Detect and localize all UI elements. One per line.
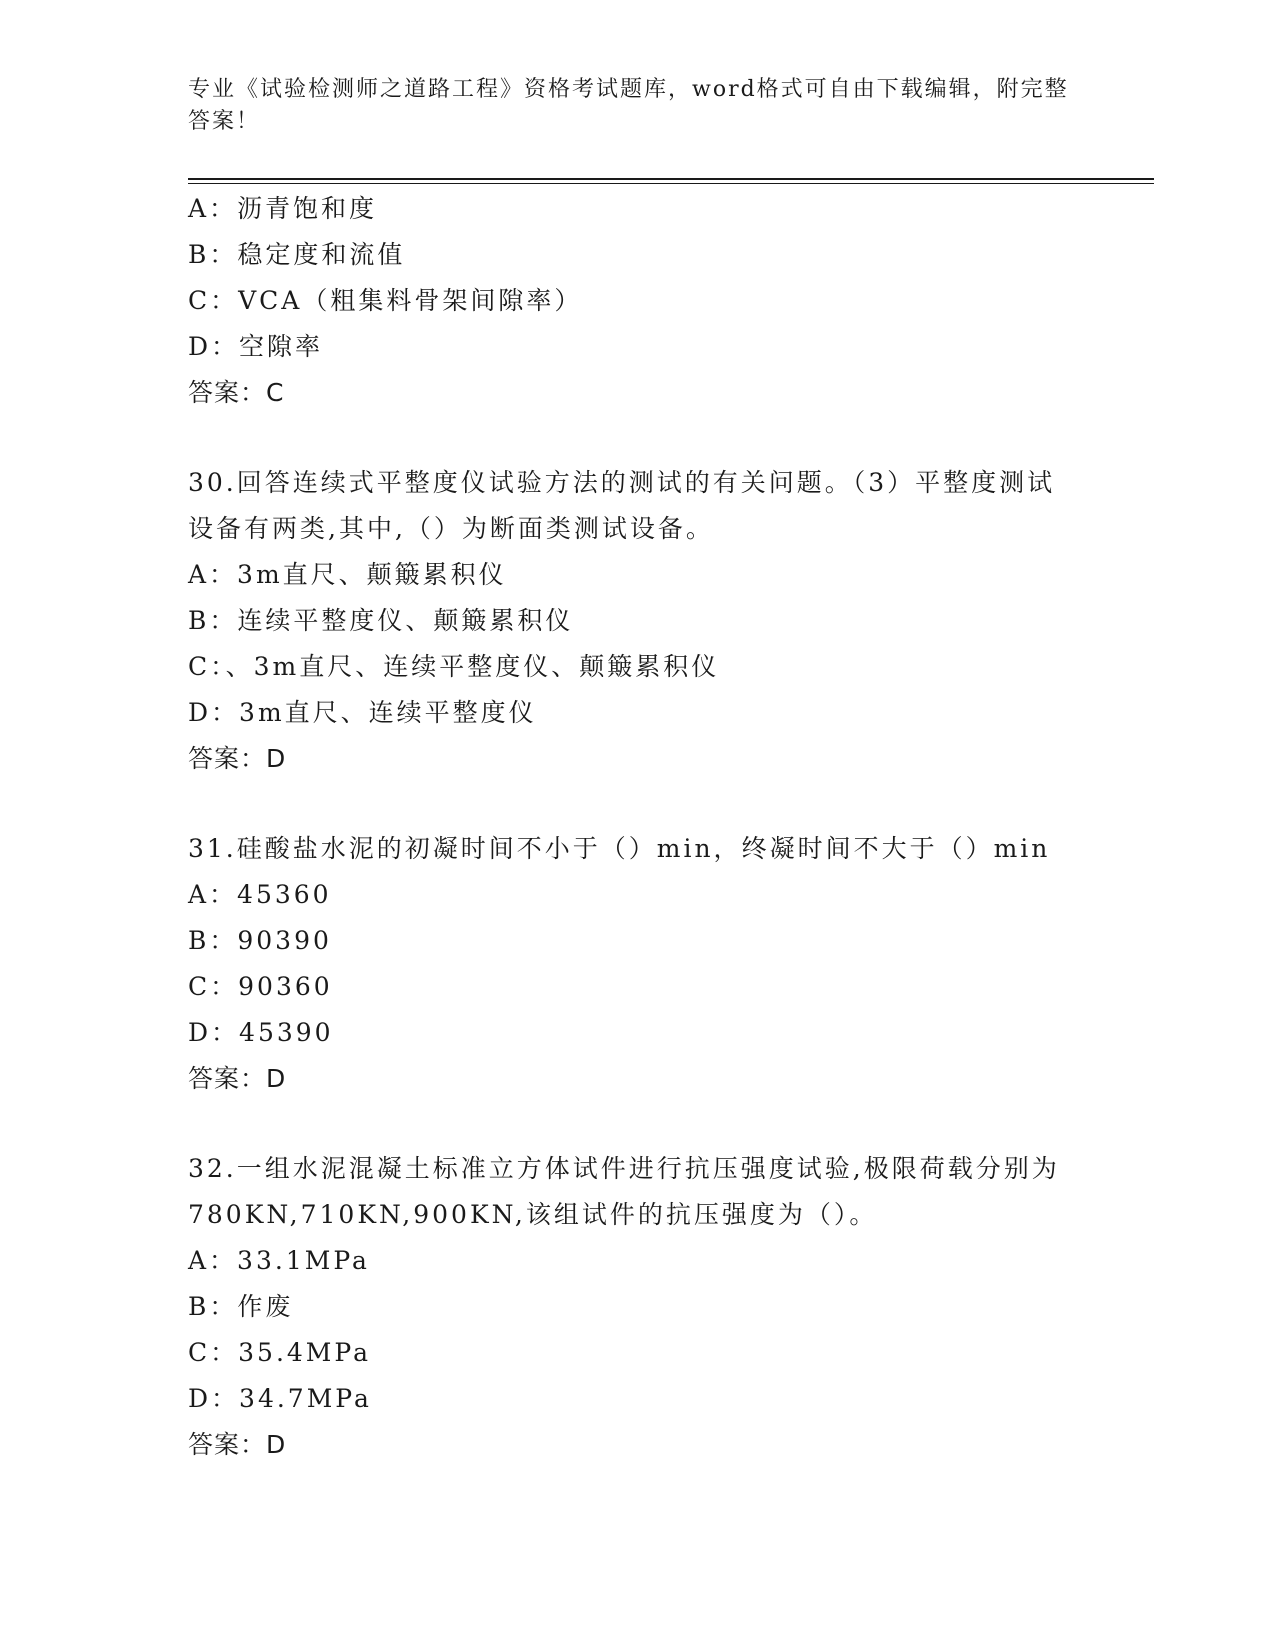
option-b: B：稳定度和流值 [188, 240, 406, 269]
option-d: D：34.7MPa [188, 1384, 372, 1413]
answer-line: 答案：C [188, 378, 285, 407]
question-29-continued [188, 186, 1108, 416]
answer-line: 答案：D [188, 1064, 287, 1093]
page-header: 专业《试验检测师之道路工程》资格考试题库，word格式可自由下载编辑，附完整答案！ [188, 77, 1069, 134]
question-30 [188, 460, 1108, 782]
question-stem: 30.回答连续式平整度仪试验方法的测试的有关问题。（3）平整度测试设备有两类,其中,（）为断面类测试设备。 [188, 468, 1056, 543]
question-content [188, 186, 1108, 1468]
option-d: D：45390 [188, 1018, 334, 1047]
question-stem: 31.硅酸盐水泥的初凝时间不小于（）min，终凝时间不大于（）min [188, 834, 1051, 863]
option-c: C：、3m直尺、连续平整度仪、颠簸累积仪 [188, 652, 720, 681]
answer-line: 答案：D [188, 1430, 287, 1459]
option-b: B：连续平整度仪、颠簸累积仪 [188, 606, 574, 635]
option-a: A：33.1MPa [188, 1246, 370, 1275]
option-c: C：90360 [188, 972, 333, 1001]
option-c: C：VCA（粗集料骨架间隙率） [188, 286, 583, 315]
option-b: B：作废 [188, 1292, 294, 1321]
option-c: C：35.4MPa [188, 1338, 371, 1367]
option-b: B：90390 [188, 926, 332, 955]
option-d: D：3m直尺、连续平整度仪 [188, 698, 537, 727]
option-a: A：3m直尺、颠簸累积仪 [188, 560, 507, 589]
question-32 [188, 1146, 1108, 1468]
question-stem: 32.一组水泥混凝土标准立方体试件进行抗压强度试验,极限荷载分别为780KN,710KN,900KN,该组试件的抗压强度为（）。 [188, 1154, 1060, 1229]
question-31 [188, 826, 1108, 1102]
header-divider-thick [188, 178, 1154, 180]
option-d: D：空隙率 [188, 332, 324, 361]
answer-line: 答案：D [188, 744, 287, 773]
option-a: A：沥青饱和度 [188, 194, 378, 223]
option-a: A：45360 [188, 880, 332, 909]
header-divider-thin [188, 183, 1154, 184]
